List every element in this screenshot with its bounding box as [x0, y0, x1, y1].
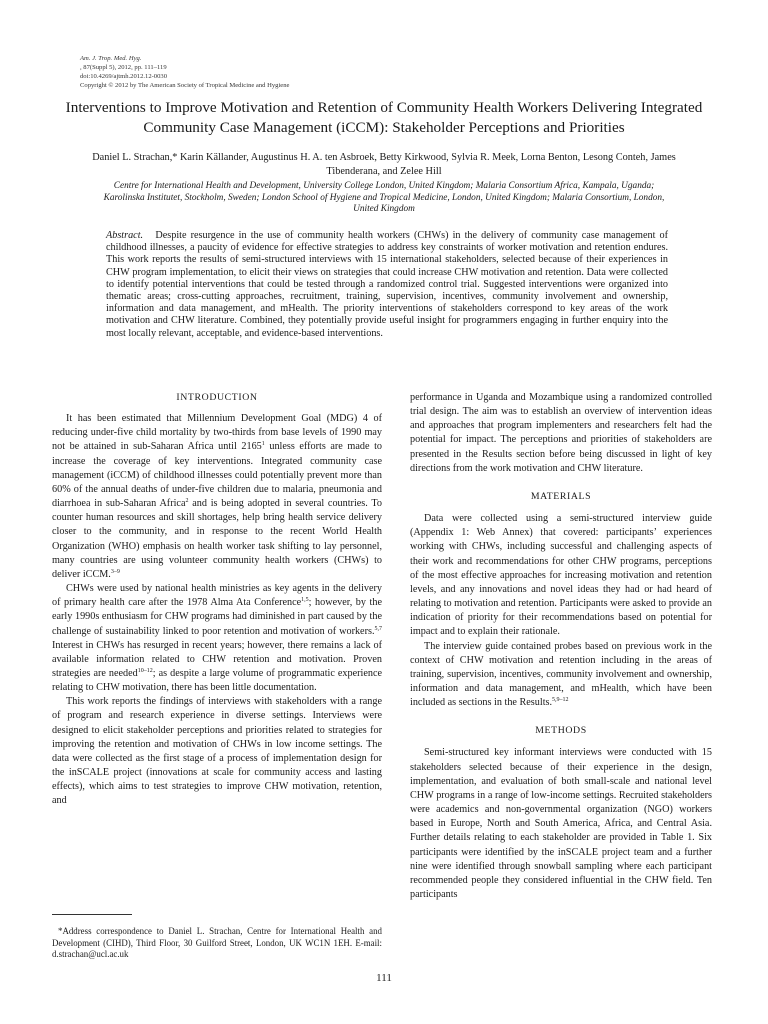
citation-ref: 2: [185, 498, 189, 505]
intro-paragraph-2: CHWs were used by national health ministries as key agents in the delivery of primary health care after the 1978 Alma Ata Conference$^{1,5}$; however, by the early 1990s enthusiasm for CHW programs had diminished in part caused by the challenge of sustainability linked to poor retention and motivation of workers.$^{5,7}$ Interest in CHWs has resurged in recent years; however, there remains a lack of available information related to CHW retention and motivation. Proven strategies are needed$^{10-12}$; as despite a large volume of programmatic experience relating to CHW motivation, there has been little documentation.: [52, 583, 382, 694]
right-column: [410, 391, 712, 902]
journal-header: [80, 54, 289, 90]
left-column: [52, 391, 382, 809]
page-number: 111: [376, 972, 392, 984]
citation-ref: 10–12: [137, 667, 153, 674]
journal-citation: [80, 54, 289, 72]
journal-doi: doi:10.4269/ajtmh.2012.12-0030: [80, 73, 167, 80]
citation-ref: 1,5: [301, 597, 309, 604]
journal-name: Am. J. Trop. Med. Hyg.: [80, 55, 142, 62]
footnote-divider: [52, 914, 132, 915]
correspondence-footnote: *Address correspondence to Daniel L. Strachan, Centre for International Health and Development (CIHD), Third Floor, 30 Guilford Street, London, UK WC1N 1EH. E-mail: d.strachan@ucl.ac.uk: [52, 926, 382, 959]
section-heading-introduction: INTRODUCTION: [176, 392, 258, 403]
citation-ref: 5,9–12: [552, 697, 569, 704]
journal-copyright: Copyright © 2012 by The American Society of Tropical Medicine and Hygiene: [80, 82, 290, 89]
article-title: Interventions to Improve Motivation and Retention of Community Health Workers Delivering Integrated Community Case Management (iCCM): Stakeholder Perceptions and Priorities: [65, 99, 703, 136]
citation-ref: 5,7: [374, 625, 382, 632]
section-heading-methods: METHODS: [535, 725, 587, 737]
abstract-text: Despite resurgence in the use of community health workers (CHWs) in the delivery of community case management of childhood illnesses, a paucity of evidence for effective strategies to address key constraints of worker motivation and retention endures. This work reports the results of semi-structured interviews with 15 international stakeholders, selected because of their experiences in CHW program implementation, to elicit their views on strategies that could increase CHW motivation and retention. Data were collected to identify potential interventions that could be tested through a randomized control trial. Suggested interventions were organized into thematic areas; cross-cutting approaches, recruitment, training, supervision, incentives, community involvement and ownership, information and data management, and mHealth. The priority interventions of stakeholders correspond to key areas of the work motivation and CHW literature. Combined, they potentially provide useful insight for programmers engaging in further enquiry into the most locally relevant, acceptable, and evidence-based interventions.: [106, 230, 669, 339]
methods-paragraph-1: Semi-structured key informant interviews were conducted with 15 stakeholders selected because of their experience in the design, implementation, and evaluation of both small-scale and national level CHW programs in a range of low-income settings. Recruited stakeholders were academics and non-governmental organization (NGO) workers based in Europe, North and South America, Africa, and Central Asia. Further details relating to each stakeholder are provided in Table 1. Six participants were identified by the inSCALE project team and a further nine were identified through snowball sampling where each participant recommended people they considered influential in the CHW field. Ten participants: [410, 747, 712, 900]
abstract: [106, 230, 668, 340]
journal-volume: , 87(Suppl 5), 2012, pp. 111–119: [80, 64, 167, 71]
materials-paragraph-1: Data were collected using a semi-structured interview guide (Appendix 1: Web Annex) that covered: participants’ experiences working with CHWs, including successful and challenging aspects of their work and recommendations for other CHW programs, perceptions of the most effective approaches for increasing motivation and retention levels, and any innovations and novel ideas they had or had heard of relating to motivation and retention. Participants were asked to provide an indication of priority for their recommendations based on potential for impact and to explain their rationale.: [410, 513, 712, 638]
abstract-label: Abstract.: [106, 230, 144, 241]
intro-paragraph-3: This work reports the findings of interviews with stakeholders with a range of program and research experience in diverse settings. Interviews were designed to elicit stakeholder perceptions and priorities related to strategies for improving the retention and motivation of CHWs in low income settings. The data were collected as the first stage of a process of implementation design for the inSCALE project (innovations at scale for community access and lasting effects), which aims to test strategies to improve CHW motivation, retention, and: [52, 696, 382, 807]
citation-ref: 3–9: [110, 568, 120, 575]
citation-ref: 1: [261, 441, 265, 448]
author-list: Daniel L. Strachan,* Karin Källander, Augustinus H. A. ten Asbroek, Betty Kirkwood, Sylvia R. Meek, Lorna Benton, Lesong Conteh, James Tibenderana, and Zelee Hill: [92, 152, 676, 177]
intro-continuation: performance in Uganda and Mozambique using a randomized controlled trial design. The aim was to establish an overview of intervention ideas and approaches that program implementers and researchers felt had the potential for impact. The perceptions and priorities of stakeholders are presented in the Results section before being discussed in light of key directions from the work motivation and CHW literature.: [410, 392, 712, 474]
intro-paragraph-1: It has been estimated that Millennium Development Goal (MDG) 4 of reducing under-five child mortality by two-thirds from base levels of 1990 may not be attained in sub-Saharan Africa until 2165$^1$ unless efforts are made to increase the coverage of key interventions. Integrated community case management (iCCM) of childhood illnesses could potentially prevent more than 60% of the annual deaths of under-five children due to malaria, pneumonia and diarrhoea in sub-Saharan Africa$^2$ and is being adopted in several countries. To counter human resources and skill shortages, help bring health service delivery closer to the community, and in response to the recent World Health Organization (WHO) emphasis on health worker task shifting to lay personnel, many countries are using volunteer community health workers (CHWs) to deliver iCCM.$^{3-9}$: [52, 413, 382, 580]
section-heading-materials: MATERIALS: [530, 490, 592, 502]
materials-paragraph-2: The interview guide contained probes based on previous work in the context of CHW motivation and retention including in the areas of training, supervision, incentives, community involvement and ownership, information and data management, and mHealth, which have been included as sections in the Results.$^{5,9-12}$: [410, 640, 712, 709]
author-affiliations: Centre for International Health and Development, University College London, United Kingdom; Malaria Consortium Africa, Kampala, Uganda; Karolinska Institutet, Stockholm, Sweden; London School of Hygiene and Tropical Medicine, London, United Kingdom; Malaria Consortium, London, United Kingdom: [103, 181, 665, 214]
